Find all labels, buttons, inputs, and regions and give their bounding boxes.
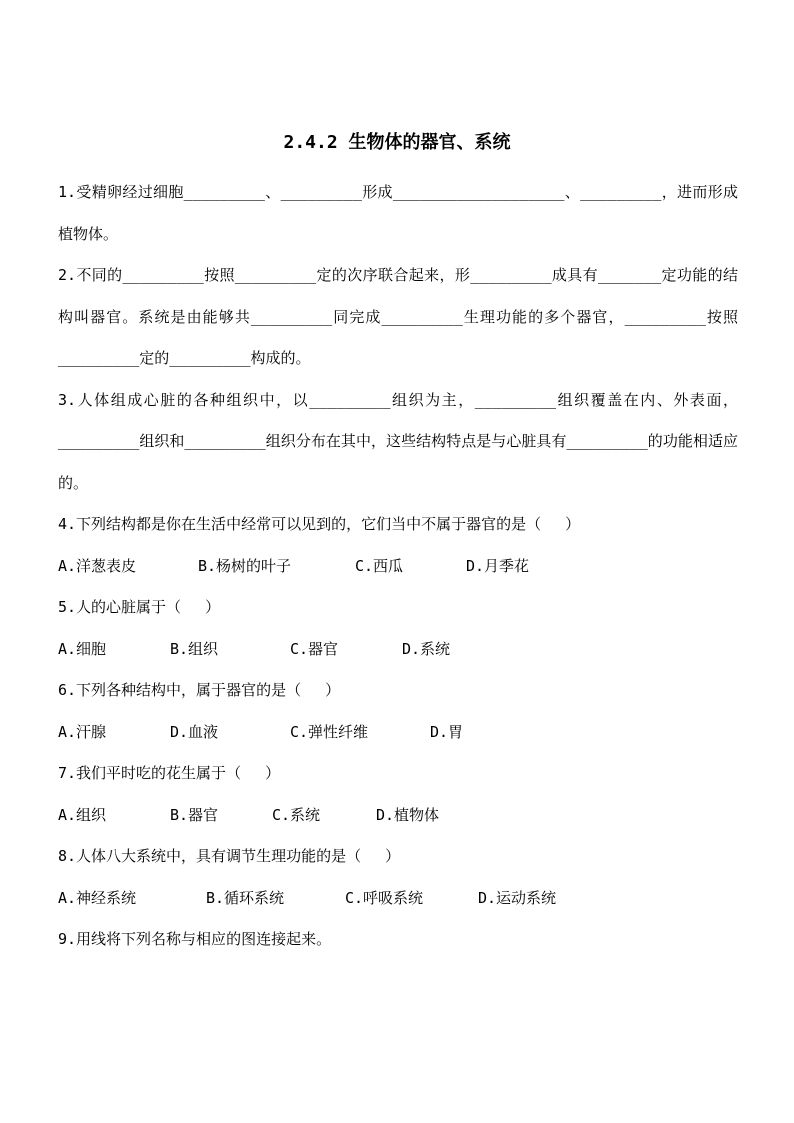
option-c: C.呼吸系统 xyxy=(345,888,424,907)
option-d: D.植物体 xyxy=(376,805,440,824)
option-d: D.月季花 xyxy=(466,556,530,575)
option-b: B.杨树的叶子 xyxy=(198,556,292,575)
question-6-options xyxy=(58,712,738,754)
option-b: B.组织 xyxy=(170,639,219,658)
question-8-options xyxy=(58,878,738,920)
option-a: A.汗腺 xyxy=(58,722,107,741)
option-a: A.组织 xyxy=(58,805,107,824)
option-a: A.神经系统 xyxy=(58,888,137,907)
document-title: 2.4.2 生物体的器官、系统 xyxy=(283,132,511,153)
option-b: B.器官 xyxy=(170,805,219,824)
question-7: 7.我们平时吃的花生属于（ ） xyxy=(58,764,281,782)
option-c: C.器官 xyxy=(290,639,339,658)
option-d: D.系统 xyxy=(402,639,451,658)
question-5-options xyxy=(58,629,738,671)
question-4-options xyxy=(58,546,738,588)
option-c: C.系统 xyxy=(272,805,321,824)
option-d: D.运动系统 xyxy=(478,888,557,907)
question-5: 5.人的心脏属于（ ） xyxy=(58,598,221,616)
question-9: 9.用线将下列名称与相应的图连接起来。 xyxy=(58,930,332,948)
option-a: A.洋葱表皮 xyxy=(58,556,137,575)
option-d: D.胃 xyxy=(430,722,464,741)
question-8: 8.人体八大系统中，具有调节生理功能的是（ ） xyxy=(58,847,401,865)
question-1: 1.受精卵经过细胞_________、_________形成___________________、_________，进而形成植物体。 xyxy=(58,183,738,243)
question-6: 6.下列各种结构中，属于器官的是（ ） xyxy=(58,681,341,699)
option-b: B.循环系统 xyxy=(206,888,285,907)
option-b: D.血液 xyxy=(170,722,219,741)
question-4: 4.下列结构都是你在生活中经常可以见到的，它们当中不属于器官的是（ ） xyxy=(58,515,581,533)
question-2: 2.不同的_________按照_________定的次序联合起来，形_________成具有_______定功能的结构叫器官。系统是由能够共_________同完成_________生理功能的多个器官，_________按照_________定的_________构成的。 xyxy=(58,266,738,367)
question-7-options xyxy=(58,795,738,837)
option-a: A.细胞 xyxy=(58,639,107,658)
option-c: C.弹性纤维 xyxy=(290,722,369,741)
option-c: C.西瓜 xyxy=(355,556,404,575)
question-3: 3.人体组成心脏的各种组织中，以_________组织为主，_________组织覆盖在内、外表面，_________组织和_________组织分布在其中，这些结构特点是与心脏具有_________的功能相适应的。 xyxy=(58,390,738,492)
document-content xyxy=(58,172,738,961)
